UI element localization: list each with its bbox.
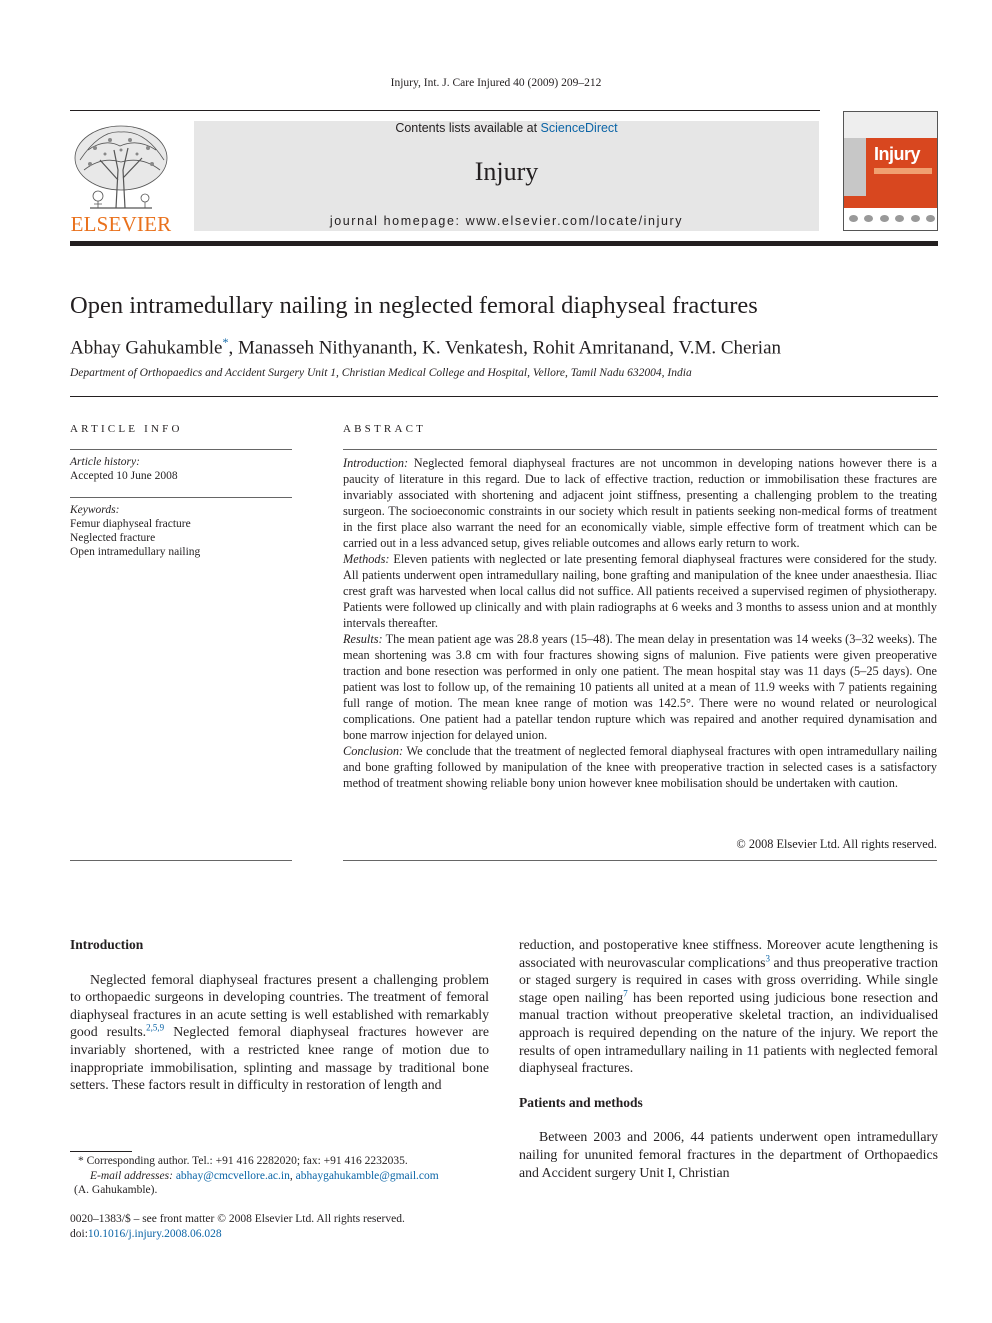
abstract-introduction (343, 455, 937, 551)
abstract-copyright: © 2008 Elsevier Ltd. All rights reserved. (736, 837, 937, 851)
reference-link[interactable]: 7 (623, 988, 628, 999)
elsevier-wordmark: ELSEVIER (70, 212, 172, 236)
abstract-results-text: The mean patient age was 28.8 years (15–48). The mean delay in presentation was 14 weeks (3–32 weeks). The mean shortening was 3.8 cm with four fractures showing signs of malunion. Five patients were given preoperative traction and bone resection was performed in only one patient. The mean hospital stay was 11 days (5–25 days). One patient was lost to follow up, of the remaining 10 patients all united at a mean of 11.9 weeks with 7 patients regaining full range of motion. The mean knee range of motion was 142.5°. There were no wound related or neurological complications. One patient had a patellar tendon rupture which was repaired and another required dynamisation and bone marrow injection for delayed union. (343, 632, 937, 742)
email-link[interactable]: abhay@cmcvellore.ac.in (175, 1169, 290, 1182)
abstract-intro-text: Neglected femoral diaphyseal fractures are not uncommon in developing nations however there is a paucity of literature in this regard. Due to lack of effective traction, reduction or immobilisation these fractures are invariably associated with shortening and adjacent joint stiffness, presenting a challenging problem to the treating surgeon. The socioeconomic constraints in our society which result in patients seeking non-medical forms of treatment in the first place also warrant the need for an economically viable, simple effective form of treatment which can be carried out in a less advanced setup, gives reliable outcomes and allows early return to work. (343, 456, 937, 550)
cover-title: Injury (874, 144, 921, 164)
introduction-paragraph-continued (519, 936, 938, 1077)
abstract-methods-label: Methods: (343, 552, 390, 566)
abstract-bottom-rule (343, 860, 937, 861)
email-label: E-mail addresses: (90, 1169, 173, 1182)
author-list (70, 335, 781, 359)
article-info-heading: ARTICLE INFO (70, 423, 183, 435)
cover-society-logos (849, 215, 935, 223)
email-line (70, 1169, 490, 1184)
email-owner: (A. Gahukamble). (74, 1184, 158, 1196)
methods-paragraph: Between 2003 and 2006, 44 patients underwent open intramedullary nailing for ununited femoral fractures in the department of Orthopaedics and Accident surgery Unit I, Christian (519, 1129, 938, 1180)
corresponding-text: Corresponding author. Tel.: +91 416 2282020; fax: +91 416 2232035. (86, 1155, 408, 1167)
article-history (70, 455, 292, 483)
cover-top-band (844, 112, 937, 138)
accepted-date: Accepted 10 June 2008 (70, 470, 178, 482)
corresponding-author-mark[interactable]: * (222, 335, 229, 349)
article-info-rule (70, 449, 292, 450)
abstract-methods (343, 551, 937, 631)
abstract-conclusion (343, 743, 937, 791)
keywords-block (70, 503, 292, 559)
journal-homepage[interactable]: journal homepage: www.elsevier.com/locate/injury (329, 214, 684, 228)
keyword: Open intramedullary nailing (70, 546, 201, 558)
first-author: Abhay Gahukamble (70, 337, 223, 359)
footnote-rule (70, 1151, 132, 1152)
contents-line (194, 121, 819, 135)
front-matter (70, 1212, 490, 1241)
other-authors: , Manasseh Nithyananth, K. Venkatesh, Rohit Amritanand, V.M. Cherian (228, 337, 782, 359)
keywords-rule (70, 497, 292, 498)
abstract-results (343, 631, 937, 743)
introduction-paragraph (70, 971, 489, 1094)
title-bottom-rule (70, 396, 938, 397)
doi-link[interactable]: 10.1016/j.injury.2008.06.028 (87, 1227, 222, 1240)
reference-link[interactable]: 3 (765, 953, 770, 963)
journal-cover-image (843, 111, 938, 231)
intro-cont-text-a: reduction, and postoperative knee stiffness. Moreover acute lengthening is associated with neurovascular complications (519, 937, 938, 970)
reference-link[interactable]: 2,5,9 (146, 1022, 165, 1033)
keywords-label: Keywords: (70, 504, 120, 516)
email-separator: , (289, 1169, 296, 1182)
abstract-top-rule (343, 449, 937, 450)
intro-text-a: Neglected femoral diaphyseal fractures present a challenging problem to orthopaedic surgeons in developing countries. The treatment of femoral diaphyseal fractures in an acute setting is well established with remarkably good results. (70, 971, 489, 1040)
journal-citation: Injury, Int. J. Care Injured 40 (2009) 209–212 (390, 77, 602, 89)
history-label: Article history: (70, 456, 140, 468)
sciencedirect-link[interactable]: ScienceDirect (540, 121, 618, 135)
footnote-block (70, 1154, 490, 1198)
affiliation: Department of Orthopaedics and Accident Surgery Unit 1, Christian Medical College and Hospital, Vellore, Tamil Nadu 632004, India (70, 367, 692, 379)
front-matter-line: 0020–1383/$ – see front matter © 2008 Elsevier Ltd. All rights reserved. (70, 1213, 405, 1225)
header-top-rule (70, 110, 820, 111)
introduction-heading: Introduction (70, 937, 144, 952)
footnote-mark: * (78, 1155, 84, 1167)
abstract-intro-label: Introduction: (343, 456, 409, 470)
methods-heading: Patients and methods (519, 1094, 643, 1110)
article-title: Open intramedullary nailing in neglected femoral diaphyseal fractures (70, 292, 758, 319)
intro-text-b: Neglected femoral diaphyseal fractures however are invariably shortened, with a restricted knee range of motion due to inappropriate immobilisation, splinting and massage by traditional bone setters. These factors result in difficulty in restoration of length and (70, 1024, 489, 1093)
article-info-bottom-rule (70, 860, 292, 861)
corresponding-footnote (70, 1154, 490, 1169)
intro-cont-text-c: has been reported using judicious bone resection and manual traction without preoperative skeletal traction, an individualised approach is required depending on the nature of the injury. We report the results of open intramedullary nailing in 11 patients with neglected femoral diaphyseal fractures. (519, 989, 938, 1076)
abstract-methods-text: Eleven patients with neglected or late presenting femoral diaphyseal fractures were considered for the study. All patients underwent open intramedullary nailing, bone grafting and manipulation of the knee under anaesthesia. Iliac crest graft was harvested when local callus did not suffice. All patients received a supervised regimen of physiotherapy. Patients were followed up clinically and with plain radiographs at 6 weeks and 3 months to assess union and at monthly intervals thereafter. (343, 552, 938, 630)
doi-prefix: doi: (70, 1227, 88, 1240)
abstract-conclusion-label: Conclusion: (343, 744, 404, 758)
keyword: Femur diaphyseal fracture (70, 518, 191, 530)
header-bottom-rule (70, 241, 938, 246)
body-left-column (70, 936, 489, 1094)
cover-grey-band (844, 138, 866, 196)
contents-prefix: Contents lists available at (395, 121, 541, 135)
email-link[interactable]: abhaygahukamble@gmail.com (295, 1169, 439, 1182)
abstract-results-label: Results: (343, 632, 383, 646)
abstract-body (343, 455, 937, 791)
abstract-conclusion-text: We conclude that the treatment of neglected femoral diaphyseal fractures with open intramedullary nailing and bone grafting followed by manipulation of the knee with preoperative traction in selected cases is a satisfactory method of treatment showing reliable bony union however knee mobilisation should be undertaken with caution. (343, 744, 938, 790)
doi-line (70, 1227, 490, 1242)
journal-name: Injury (474, 157, 539, 186)
cover-strip (874, 168, 932, 174)
intro-cont-text-b: and thus preoperative traction or staged surgery is required in cases with gross overriding. While single stage open nailing (519, 954, 938, 1005)
body-right-column (519, 936, 938, 1181)
abstract-heading: ABSTRACT (343, 423, 427, 435)
keyword: Neglected fracture (70, 532, 156, 544)
